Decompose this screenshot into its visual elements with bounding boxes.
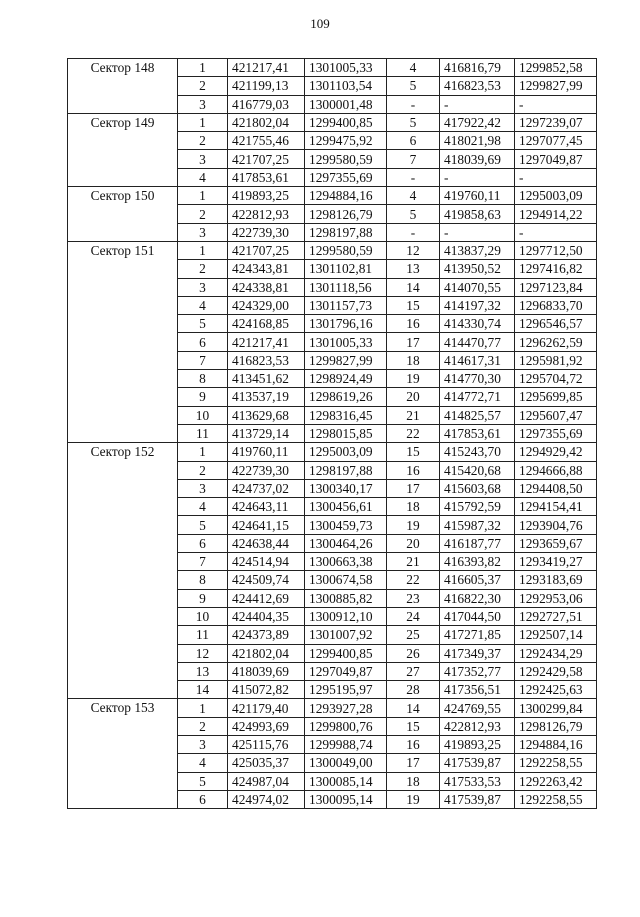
x-coordinate-cell: 424343,81 bbox=[228, 260, 305, 278]
y-coordinate-2-cell: 1296546,57 bbox=[515, 315, 597, 333]
y-coordinate-cell: 1300663,38 bbox=[305, 553, 387, 571]
x-coordinate-cell: 424404,35 bbox=[228, 607, 305, 625]
x-coordinate-cell: 424641,15 bbox=[228, 516, 305, 534]
y-coordinate-cell: 1301157,73 bbox=[305, 296, 387, 314]
point-number-2-cell: 7 bbox=[387, 150, 440, 168]
point-number-2-cell: 16 bbox=[387, 735, 440, 753]
point-number-cell: 6 bbox=[178, 790, 228, 808]
point-number-2-cell: 14 bbox=[387, 278, 440, 296]
x-coordinate-cell: 424638,44 bbox=[228, 534, 305, 552]
point-number-cell: 3 bbox=[178, 150, 228, 168]
x-coordinate-cell: 421802,04 bbox=[228, 113, 305, 131]
point-number-2-cell: 19 bbox=[387, 370, 440, 388]
x-coordinate-cell: 421217,41 bbox=[228, 59, 305, 77]
x-coordinate-2-cell: 415792,59 bbox=[440, 498, 515, 516]
y-coordinate-cell: 1299580,59 bbox=[305, 241, 387, 259]
table-row bbox=[68, 699, 597, 717]
x-coordinate-cell: 424974,02 bbox=[228, 790, 305, 808]
x-coordinate-2-cell: 416187,77 bbox=[440, 534, 515, 552]
point-number-cell: 8 bbox=[178, 571, 228, 589]
point-number-2-cell: 17 bbox=[387, 479, 440, 497]
x-coordinate-cell: 417853,61 bbox=[228, 168, 305, 186]
x-coordinate-2-cell: 417356,51 bbox=[440, 681, 515, 699]
x-coordinate-cell: 424338,81 bbox=[228, 278, 305, 296]
table-row bbox=[68, 113, 597, 131]
x-coordinate-cell: 424373,89 bbox=[228, 626, 305, 644]
x-coordinate-cell: 418039,69 bbox=[228, 662, 305, 680]
y-coordinate-cell: 1300464,26 bbox=[305, 534, 387, 552]
y-coordinate-2-cell: 1292425,63 bbox=[515, 681, 597, 699]
y-coordinate-2-cell: 1297712,50 bbox=[515, 241, 597, 259]
point-number-cell: 7 bbox=[178, 553, 228, 571]
y-coordinate-cell: 1300459,73 bbox=[305, 516, 387, 534]
point-number-cell: 1 bbox=[178, 113, 228, 131]
y-coordinate-2-cell: 1293904,76 bbox=[515, 516, 597, 534]
y-coordinate-2-cell: 1297239,07 bbox=[515, 113, 597, 131]
point-number-2-cell: 16 bbox=[387, 315, 440, 333]
y-coordinate-2-cell: 1292429,58 bbox=[515, 662, 597, 680]
point-number-cell: 1 bbox=[178, 59, 228, 77]
x-coordinate-cell: 421179,40 bbox=[228, 699, 305, 717]
y-coordinate-cell: 1293927,28 bbox=[305, 699, 387, 717]
point-number-cell: 6 bbox=[178, 534, 228, 552]
sector-name: Сектор 151 bbox=[68, 241, 178, 442]
x-coordinate-2-cell: 417533,53 bbox=[440, 772, 515, 790]
y-coordinate-2-cell: 1294408,50 bbox=[515, 479, 597, 497]
sector-name: Сектор 148 bbox=[68, 59, 178, 114]
point-number-2-cell: 15 bbox=[387, 443, 440, 461]
y-coordinate-cell: 1299988,74 bbox=[305, 735, 387, 753]
point-number-2-cell: 26 bbox=[387, 644, 440, 662]
y-coordinate-cell: 1298619,26 bbox=[305, 388, 387, 406]
y-coordinate-2-cell: 1295607,47 bbox=[515, 406, 597, 424]
point-number-cell: 9 bbox=[178, 388, 228, 406]
point-number-2-cell: 18 bbox=[387, 351, 440, 369]
point-number-2-cell: 25 bbox=[387, 626, 440, 644]
y-coordinate-cell: 1299580,59 bbox=[305, 150, 387, 168]
point-number-cell: 5 bbox=[178, 315, 228, 333]
point-number-cell: 9 bbox=[178, 589, 228, 607]
sector-name: Сектор 153 bbox=[68, 699, 178, 809]
y-coordinate-cell: 1297355,69 bbox=[305, 168, 387, 186]
y-coordinate-cell: 1301118,56 bbox=[305, 278, 387, 296]
point-number-cell: 10 bbox=[178, 607, 228, 625]
y-coordinate-2-cell: 1292258,55 bbox=[515, 754, 597, 772]
table-row bbox=[68, 187, 597, 205]
y-coordinate-2-cell: 1293419,27 bbox=[515, 553, 597, 571]
y-coordinate-2-cell: 1292258,55 bbox=[515, 790, 597, 808]
point-number-2-cell: 20 bbox=[387, 534, 440, 552]
y-coordinate-2-cell: 1295704,72 bbox=[515, 370, 597, 388]
y-coordinate-2-cell: 1297355,69 bbox=[515, 424, 597, 442]
y-coordinate-cell: 1299827,99 bbox=[305, 351, 387, 369]
point-number-2-cell: 5 bbox=[387, 205, 440, 223]
x-coordinate-cell: 425035,37 bbox=[228, 754, 305, 772]
y-coordinate-2-cell: 1294914,22 bbox=[515, 205, 597, 223]
x-coordinate-cell: 421707,25 bbox=[228, 150, 305, 168]
point-number-cell: 3 bbox=[178, 479, 228, 497]
x-coordinate-cell: 421802,04 bbox=[228, 644, 305, 662]
point-number-2-cell: - bbox=[387, 95, 440, 113]
point-number-cell: 7 bbox=[178, 351, 228, 369]
x-coordinate-cell: 424514,94 bbox=[228, 553, 305, 571]
y-coordinate-cell: 1298197,88 bbox=[305, 461, 387, 479]
x-coordinate-2-cell: 415243,70 bbox=[440, 443, 515, 461]
y-coordinate-cell: 1300674,58 bbox=[305, 571, 387, 589]
point-number-cell: 1 bbox=[178, 241, 228, 259]
y-coordinate-2-cell: 1297416,82 bbox=[515, 260, 597, 278]
y-coordinate-cell: 1301102,81 bbox=[305, 260, 387, 278]
x-coordinate-cell: 424643,11 bbox=[228, 498, 305, 516]
x-coordinate-cell: 425115,76 bbox=[228, 735, 305, 753]
x-coordinate-2-cell: 414070,55 bbox=[440, 278, 515, 296]
table-row bbox=[68, 443, 597, 461]
x-coordinate-2-cell: 417271,85 bbox=[440, 626, 515, 644]
page-number: 109 bbox=[310, 16, 330, 31]
x-coordinate-2-cell: 413837,29 bbox=[440, 241, 515, 259]
x-coordinate-cell: 416779,03 bbox=[228, 95, 305, 113]
x-coordinate-cell: 413537,19 bbox=[228, 388, 305, 406]
y-coordinate-2-cell: - bbox=[515, 95, 597, 113]
x-coordinate-cell: 424737,02 bbox=[228, 479, 305, 497]
x-coordinate-cell: 424168,85 bbox=[228, 315, 305, 333]
y-coordinate-cell: 1299400,85 bbox=[305, 113, 387, 131]
y-coordinate-cell: 1300885,82 bbox=[305, 589, 387, 607]
point-number-2-cell: 19 bbox=[387, 790, 440, 808]
x-coordinate-2-cell: 424769,55 bbox=[440, 699, 515, 717]
x-coordinate-2-cell: 414617,31 bbox=[440, 351, 515, 369]
y-coordinate-cell: 1300001,48 bbox=[305, 95, 387, 113]
point-number-cell: 2 bbox=[178, 132, 228, 150]
x-coordinate-cell: 424993,69 bbox=[228, 717, 305, 735]
y-coordinate-cell: 1301005,33 bbox=[305, 333, 387, 351]
x-coordinate-2-cell: 419858,63 bbox=[440, 205, 515, 223]
point-number-2-cell: 28 bbox=[387, 681, 440, 699]
y-coordinate-cell: 1300912,10 bbox=[305, 607, 387, 625]
x-coordinate-2-cell: 417044,50 bbox=[440, 607, 515, 625]
y-coordinate-cell: 1294884,16 bbox=[305, 187, 387, 205]
y-coordinate-cell: 1300340,17 bbox=[305, 479, 387, 497]
y-coordinate-cell: 1298924,49 bbox=[305, 370, 387, 388]
point-number-2-cell: 13 bbox=[387, 260, 440, 278]
x-coordinate-2-cell: 417539,87 bbox=[440, 754, 515, 772]
y-coordinate-2-cell: 1295699,85 bbox=[515, 388, 597, 406]
x-coordinate-2-cell: 416816,79 bbox=[440, 59, 515, 77]
point-number-cell: 10 bbox=[178, 406, 228, 424]
x-coordinate-cell: 413629,68 bbox=[228, 406, 305, 424]
point-number-cell: 5 bbox=[178, 516, 228, 534]
y-coordinate-cell: 1300095,14 bbox=[305, 790, 387, 808]
y-coordinate-cell: 1301007,92 bbox=[305, 626, 387, 644]
point-number-2-cell: 21 bbox=[387, 553, 440, 571]
point-number-2-cell: 16 bbox=[387, 461, 440, 479]
point-number-cell: 8 bbox=[178, 370, 228, 388]
y-coordinate-2-cell: 1292953,06 bbox=[515, 589, 597, 607]
x-coordinate-cell: 413451,62 bbox=[228, 370, 305, 388]
point-number-2-cell: 27 bbox=[387, 662, 440, 680]
point-number-cell: 6 bbox=[178, 333, 228, 351]
point-number-cell: 1 bbox=[178, 443, 228, 461]
table-row bbox=[68, 59, 597, 77]
point-number-cell: 4 bbox=[178, 296, 228, 314]
x-coordinate-2-cell: - bbox=[440, 168, 515, 186]
x-coordinate-2-cell: 415987,32 bbox=[440, 516, 515, 534]
point-number-2-cell: 5 bbox=[387, 77, 440, 95]
y-coordinate-cell: 1298197,88 bbox=[305, 223, 387, 241]
point-number-cell: 13 bbox=[178, 662, 228, 680]
point-number-cell: 2 bbox=[178, 717, 228, 735]
y-coordinate-2-cell: 1299827,99 bbox=[515, 77, 597, 95]
x-coordinate-2-cell: 415420,68 bbox=[440, 461, 515, 479]
x-coordinate-2-cell: 422812,93 bbox=[440, 717, 515, 735]
y-coordinate-cell: 1299400,85 bbox=[305, 644, 387, 662]
y-coordinate-cell: 1298015,85 bbox=[305, 424, 387, 442]
y-coordinate-2-cell: 1300299,84 bbox=[515, 699, 597, 717]
y-coordinate-2-cell: 1296833,70 bbox=[515, 296, 597, 314]
point-number-2-cell: - bbox=[387, 223, 440, 241]
y-coordinate-cell: 1297049,87 bbox=[305, 662, 387, 680]
x-coordinate-2-cell: 414772,71 bbox=[440, 388, 515, 406]
y-coordinate-cell: 1301796,16 bbox=[305, 315, 387, 333]
y-coordinate-2-cell: - bbox=[515, 223, 597, 241]
x-coordinate-cell: 421199,13 bbox=[228, 77, 305, 95]
table-row bbox=[68, 241, 597, 259]
x-coordinate-2-cell: 418039,69 bbox=[440, 150, 515, 168]
y-coordinate-2-cell: 1292507,14 bbox=[515, 626, 597, 644]
point-number-cell: 2 bbox=[178, 205, 228, 223]
sector-name: Сектор 149 bbox=[68, 113, 178, 186]
point-number-cell: 12 bbox=[178, 644, 228, 662]
y-coordinate-cell: 1295195,97 bbox=[305, 681, 387, 699]
coordinates-table bbox=[67, 58, 597, 809]
y-coordinate-cell: 1298126,79 bbox=[305, 205, 387, 223]
point-number-cell: 5 bbox=[178, 772, 228, 790]
x-coordinate-cell: 424509,74 bbox=[228, 571, 305, 589]
x-coordinate-2-cell: 416393,82 bbox=[440, 553, 515, 571]
y-coordinate-cell: 1295003,09 bbox=[305, 443, 387, 461]
point-number-2-cell: 23 bbox=[387, 589, 440, 607]
point-number-2-cell: 20 bbox=[387, 388, 440, 406]
point-number-2-cell: 17 bbox=[387, 333, 440, 351]
point-number-cell: 3 bbox=[178, 95, 228, 113]
point-number-cell: 3 bbox=[178, 278, 228, 296]
x-coordinate-2-cell: 414330,74 bbox=[440, 315, 515, 333]
y-coordinate-cell: 1301103,54 bbox=[305, 77, 387, 95]
point-number-cell: 2 bbox=[178, 77, 228, 95]
x-coordinate-cell: 421217,41 bbox=[228, 333, 305, 351]
y-coordinate-cell: 1300085,14 bbox=[305, 772, 387, 790]
point-number-cell: 4 bbox=[178, 498, 228, 516]
x-coordinate-cell: 422739,30 bbox=[228, 461, 305, 479]
x-coordinate-2-cell: 417539,87 bbox=[440, 790, 515, 808]
y-coordinate-cell: 1300049,00 bbox=[305, 754, 387, 772]
y-coordinate-2-cell: 1294154,41 bbox=[515, 498, 597, 516]
y-coordinate-2-cell: 1299852,58 bbox=[515, 59, 597, 77]
point-number-2-cell: 21 bbox=[387, 406, 440, 424]
x-coordinate-cell: 419893,25 bbox=[228, 187, 305, 205]
point-number-2-cell: 18 bbox=[387, 498, 440, 516]
point-number-cell: 14 bbox=[178, 681, 228, 699]
y-coordinate-2-cell: 1295003,09 bbox=[515, 187, 597, 205]
x-coordinate-cell: 424987,04 bbox=[228, 772, 305, 790]
x-coordinate-2-cell: 419760,11 bbox=[440, 187, 515, 205]
point-number-2-cell: 17 bbox=[387, 754, 440, 772]
point-number-2-cell: 22 bbox=[387, 424, 440, 442]
point-number-cell: 1 bbox=[178, 699, 228, 717]
x-coordinate-cell: 422812,93 bbox=[228, 205, 305, 223]
point-number-cell: 1 bbox=[178, 187, 228, 205]
x-coordinate-2-cell: 419893,25 bbox=[440, 735, 515, 753]
point-number-2-cell: 12 bbox=[387, 241, 440, 259]
point-number-2-cell: 22 bbox=[387, 571, 440, 589]
x-coordinate-2-cell: 417922,42 bbox=[440, 113, 515, 131]
y-coordinate-2-cell: 1294666,88 bbox=[515, 461, 597, 479]
x-coordinate-cell: 424329,00 bbox=[228, 296, 305, 314]
y-coordinate-2-cell: 1296262,59 bbox=[515, 333, 597, 351]
y-coordinate-2-cell: 1292263,42 bbox=[515, 772, 597, 790]
x-coordinate-2-cell: 417352,77 bbox=[440, 662, 515, 680]
point-number-2-cell: 24 bbox=[387, 607, 440, 625]
x-coordinate-2-cell: - bbox=[440, 223, 515, 241]
y-coordinate-cell: 1301005,33 bbox=[305, 59, 387, 77]
point-number-cell: 2 bbox=[178, 461, 228, 479]
point-number-cell: 2 bbox=[178, 260, 228, 278]
point-number-cell: 11 bbox=[178, 424, 228, 442]
x-coordinate-cell: 419760,11 bbox=[228, 443, 305, 461]
point-number-2-cell: 15 bbox=[387, 717, 440, 735]
y-coordinate-cell: 1299475,92 bbox=[305, 132, 387, 150]
y-coordinate-cell: 1300456,61 bbox=[305, 498, 387, 516]
x-coordinate-cell: 422739,30 bbox=[228, 223, 305, 241]
y-coordinate-2-cell: 1295981,92 bbox=[515, 351, 597, 369]
x-coordinate-2-cell: 416823,53 bbox=[440, 77, 515, 95]
x-coordinate-2-cell: 417349,37 bbox=[440, 644, 515, 662]
point-number-2-cell: 14 bbox=[387, 699, 440, 717]
x-coordinate-2-cell: 414825,57 bbox=[440, 406, 515, 424]
x-coordinate-cell: 415072,82 bbox=[228, 681, 305, 699]
y-coordinate-2-cell: 1297123,84 bbox=[515, 278, 597, 296]
x-coordinate-2-cell: 414470,77 bbox=[440, 333, 515, 351]
point-number-2-cell: 15 bbox=[387, 296, 440, 314]
point-number-cell: 4 bbox=[178, 754, 228, 772]
y-coordinate-2-cell: 1293183,69 bbox=[515, 571, 597, 589]
x-coordinate-2-cell: 418021,98 bbox=[440, 132, 515, 150]
sector-name: Сектор 150 bbox=[68, 187, 178, 242]
y-coordinate-cell: 1298316,45 bbox=[305, 406, 387, 424]
point-number-2-cell: 19 bbox=[387, 516, 440, 534]
sector-name: Сектор 152 bbox=[68, 443, 178, 699]
x-coordinate-cell: 416823,53 bbox=[228, 351, 305, 369]
y-coordinate-cell: 1299800,76 bbox=[305, 717, 387, 735]
x-coordinate-cell: 421707,25 bbox=[228, 241, 305, 259]
y-coordinate-2-cell: 1293659,67 bbox=[515, 534, 597, 552]
y-coordinate-2-cell: 1297077,45 bbox=[515, 132, 597, 150]
point-number-2-cell: 6 bbox=[387, 132, 440, 150]
x-coordinate-2-cell: 413950,52 bbox=[440, 260, 515, 278]
y-coordinate-2-cell: 1294884,16 bbox=[515, 735, 597, 753]
y-coordinate-2-cell: 1292727,51 bbox=[515, 607, 597, 625]
y-coordinate-2-cell: 1294929,42 bbox=[515, 443, 597, 461]
point-number-cell: 3 bbox=[178, 223, 228, 241]
point-number-cell: 3 bbox=[178, 735, 228, 753]
point-number-2-cell: 18 bbox=[387, 772, 440, 790]
point-number-2-cell: - bbox=[387, 168, 440, 186]
y-coordinate-2-cell: - bbox=[515, 168, 597, 186]
x-coordinate-2-cell: 417853,61 bbox=[440, 424, 515, 442]
point-number-2-cell: 4 bbox=[387, 187, 440, 205]
x-coordinate-cell: 413729,14 bbox=[228, 424, 305, 442]
x-coordinate-2-cell: 414197,32 bbox=[440, 296, 515, 314]
x-coordinate-cell: 421755,46 bbox=[228, 132, 305, 150]
y-coordinate-2-cell: 1298126,79 bbox=[515, 717, 597, 735]
x-coordinate-2-cell: 414770,30 bbox=[440, 370, 515, 388]
x-coordinate-2-cell: 415603,68 bbox=[440, 479, 515, 497]
point-number-2-cell: 5 bbox=[387, 113, 440, 131]
x-coordinate-2-cell: 416822,30 bbox=[440, 589, 515, 607]
x-coordinate-2-cell: 416605,37 bbox=[440, 571, 515, 589]
x-coordinate-cell: 424412,69 bbox=[228, 589, 305, 607]
point-number-2-cell: 4 bbox=[387, 59, 440, 77]
y-coordinate-2-cell: 1292434,29 bbox=[515, 644, 597, 662]
y-coordinate-2-cell: 1297049,87 bbox=[515, 150, 597, 168]
point-number-cell: 11 bbox=[178, 626, 228, 644]
x-coordinate-2-cell: - bbox=[440, 95, 515, 113]
point-number-cell: 4 bbox=[178, 168, 228, 186]
